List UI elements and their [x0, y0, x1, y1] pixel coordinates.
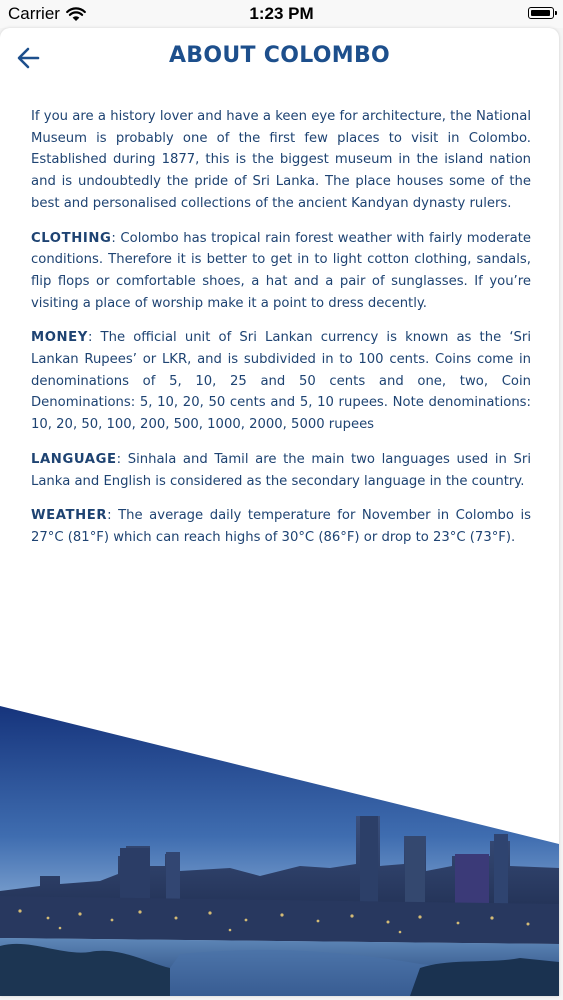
- status-time: 1:23 PM: [249, 4, 314, 23]
- section-heading: WEATHER: [31, 508, 108, 524]
- colombo-skyline-image: [0, 706, 559, 996]
- section-heading: MONEY: [31, 330, 88, 346]
- content-card: [0, 28, 559, 996]
- section-language: [31, 449, 531, 492]
- section-clothing: [31, 228, 531, 315]
- status-bar: [0, 0, 563, 28]
- section-text: : The official unit of Sri Lankan currency is known as the ‘Sri Lankan Rupees’ or LKR, and is subdivided in to 100 cents. Coins come in denominations of 5, 10, 25 and 50 cents and one, two, Coin Denominations: 5, 10, 20, 50 cents and 5, 10 rupees. Note denominations: 10, 20, 50, 100, 200, 500, 1000, 2000, 5000 rupees: [31, 330, 531, 433]
- battery-icon: [528, 7, 554, 19]
- header: [0, 28, 559, 90]
- section-text: : Colombo has tropical rain forest weather with fairly moderate conditions. Therefore it is better to get in to light cotton clothing, sandals, flip flops or comfortable shoes, a hat and a pair of sunglasses. If you’re visiting a place of worship make it a point to dress decently.: [31, 230, 531, 311]
- section-text: : The average daily temperature for November in Colombo is 27°C (81°F) which can reach highs of 30°C (86°F) or drop to 23°C (73°F).: [31, 508, 531, 545]
- section-text: : Sinhala and Tamil are the main two languages used in Sri Lanka and English is considered as the secondary language in the country.: [31, 451, 531, 489]
- section-weather: [31, 505, 531, 548]
- section-money: [31, 327, 531, 436]
- section-heading: CLOTHING: [31, 230, 112, 246]
- page-title: ABOUT COLOMBO: [168, 43, 391, 68]
- carrier-label: Carrier: [8, 4, 60, 23]
- section-heading: LANGUAGE: [31, 451, 117, 467]
- intro-paragraph: If you are a history lover and have a keen eye for architecture, the National Museum is probably one of the first few places to visit in Colombo. Established during 1877, this is the biggest museum in the island nation and is undoubtedly the pride of Sri Lanka. The place houses some of the best and personalised collections of the ancient Kandyan dynasty rulers.: [31, 109, 531, 211]
- article-content: [31, 106, 531, 562]
